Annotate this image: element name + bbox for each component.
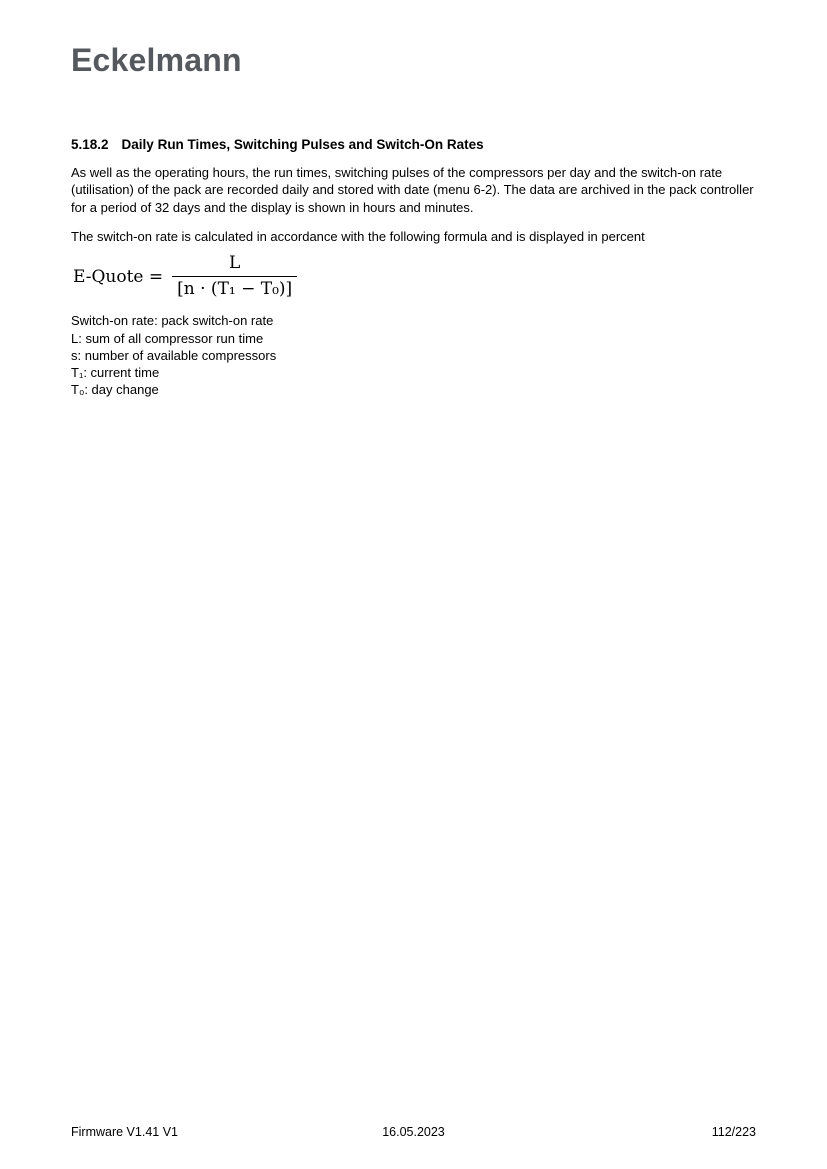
definition-l: L: sum of all compressor run time bbox=[71, 330, 264, 346]
paragraph-formula-intro: The switch-on rate is calculated in accordance with the following formula and is displayed in percent bbox=[71, 229, 645, 245]
formula-numerator: L bbox=[229, 253, 241, 274]
paragraph-intro: As well as the operating hours, the run times, switching pulses of the compressors per day and the switch-on rate (utilisation) of the pack are recorded daily and stored with date (menu 6-2). The data are archived in the pack controller for a period of 32 days and the display is shown in hours and minutes. bbox=[71, 165, 754, 215]
formula-lhs: E-Quote = bbox=[73, 266, 164, 287]
formula-denominator: [n · (T₁ − T₀)] bbox=[172, 276, 297, 299]
section-heading bbox=[71, 137, 756, 152]
formula-fraction bbox=[172, 254, 297, 299]
page-footer bbox=[71, 1125, 756, 1139]
footer-firmware-version: Firmware V1.41 V1 bbox=[71, 1125, 178, 1139]
section-title: Daily Run Times, Switching Pulses and Switch-On Rates bbox=[121, 137, 484, 153]
footer-date: 16.05.2023 bbox=[382, 1125, 445, 1139]
definition-t1: T₁: current time bbox=[71, 365, 160, 381]
eckelmann-logo: Eckelmann bbox=[71, 42, 242, 78]
definition-t0: T₀: day change bbox=[71, 382, 159, 398]
definitions-list bbox=[71, 312, 756, 398]
definition-switch-on-rate: Switch-on rate: pack switch-on rate bbox=[71, 313, 274, 329]
switch-on-rate-formula bbox=[73, 254, 756, 299]
definition-s: s: number of available compressors bbox=[71, 347, 277, 363]
section-number: 5.18.2 bbox=[71, 137, 109, 153]
footer-page-number: 112/223 bbox=[711, 1125, 756, 1139]
